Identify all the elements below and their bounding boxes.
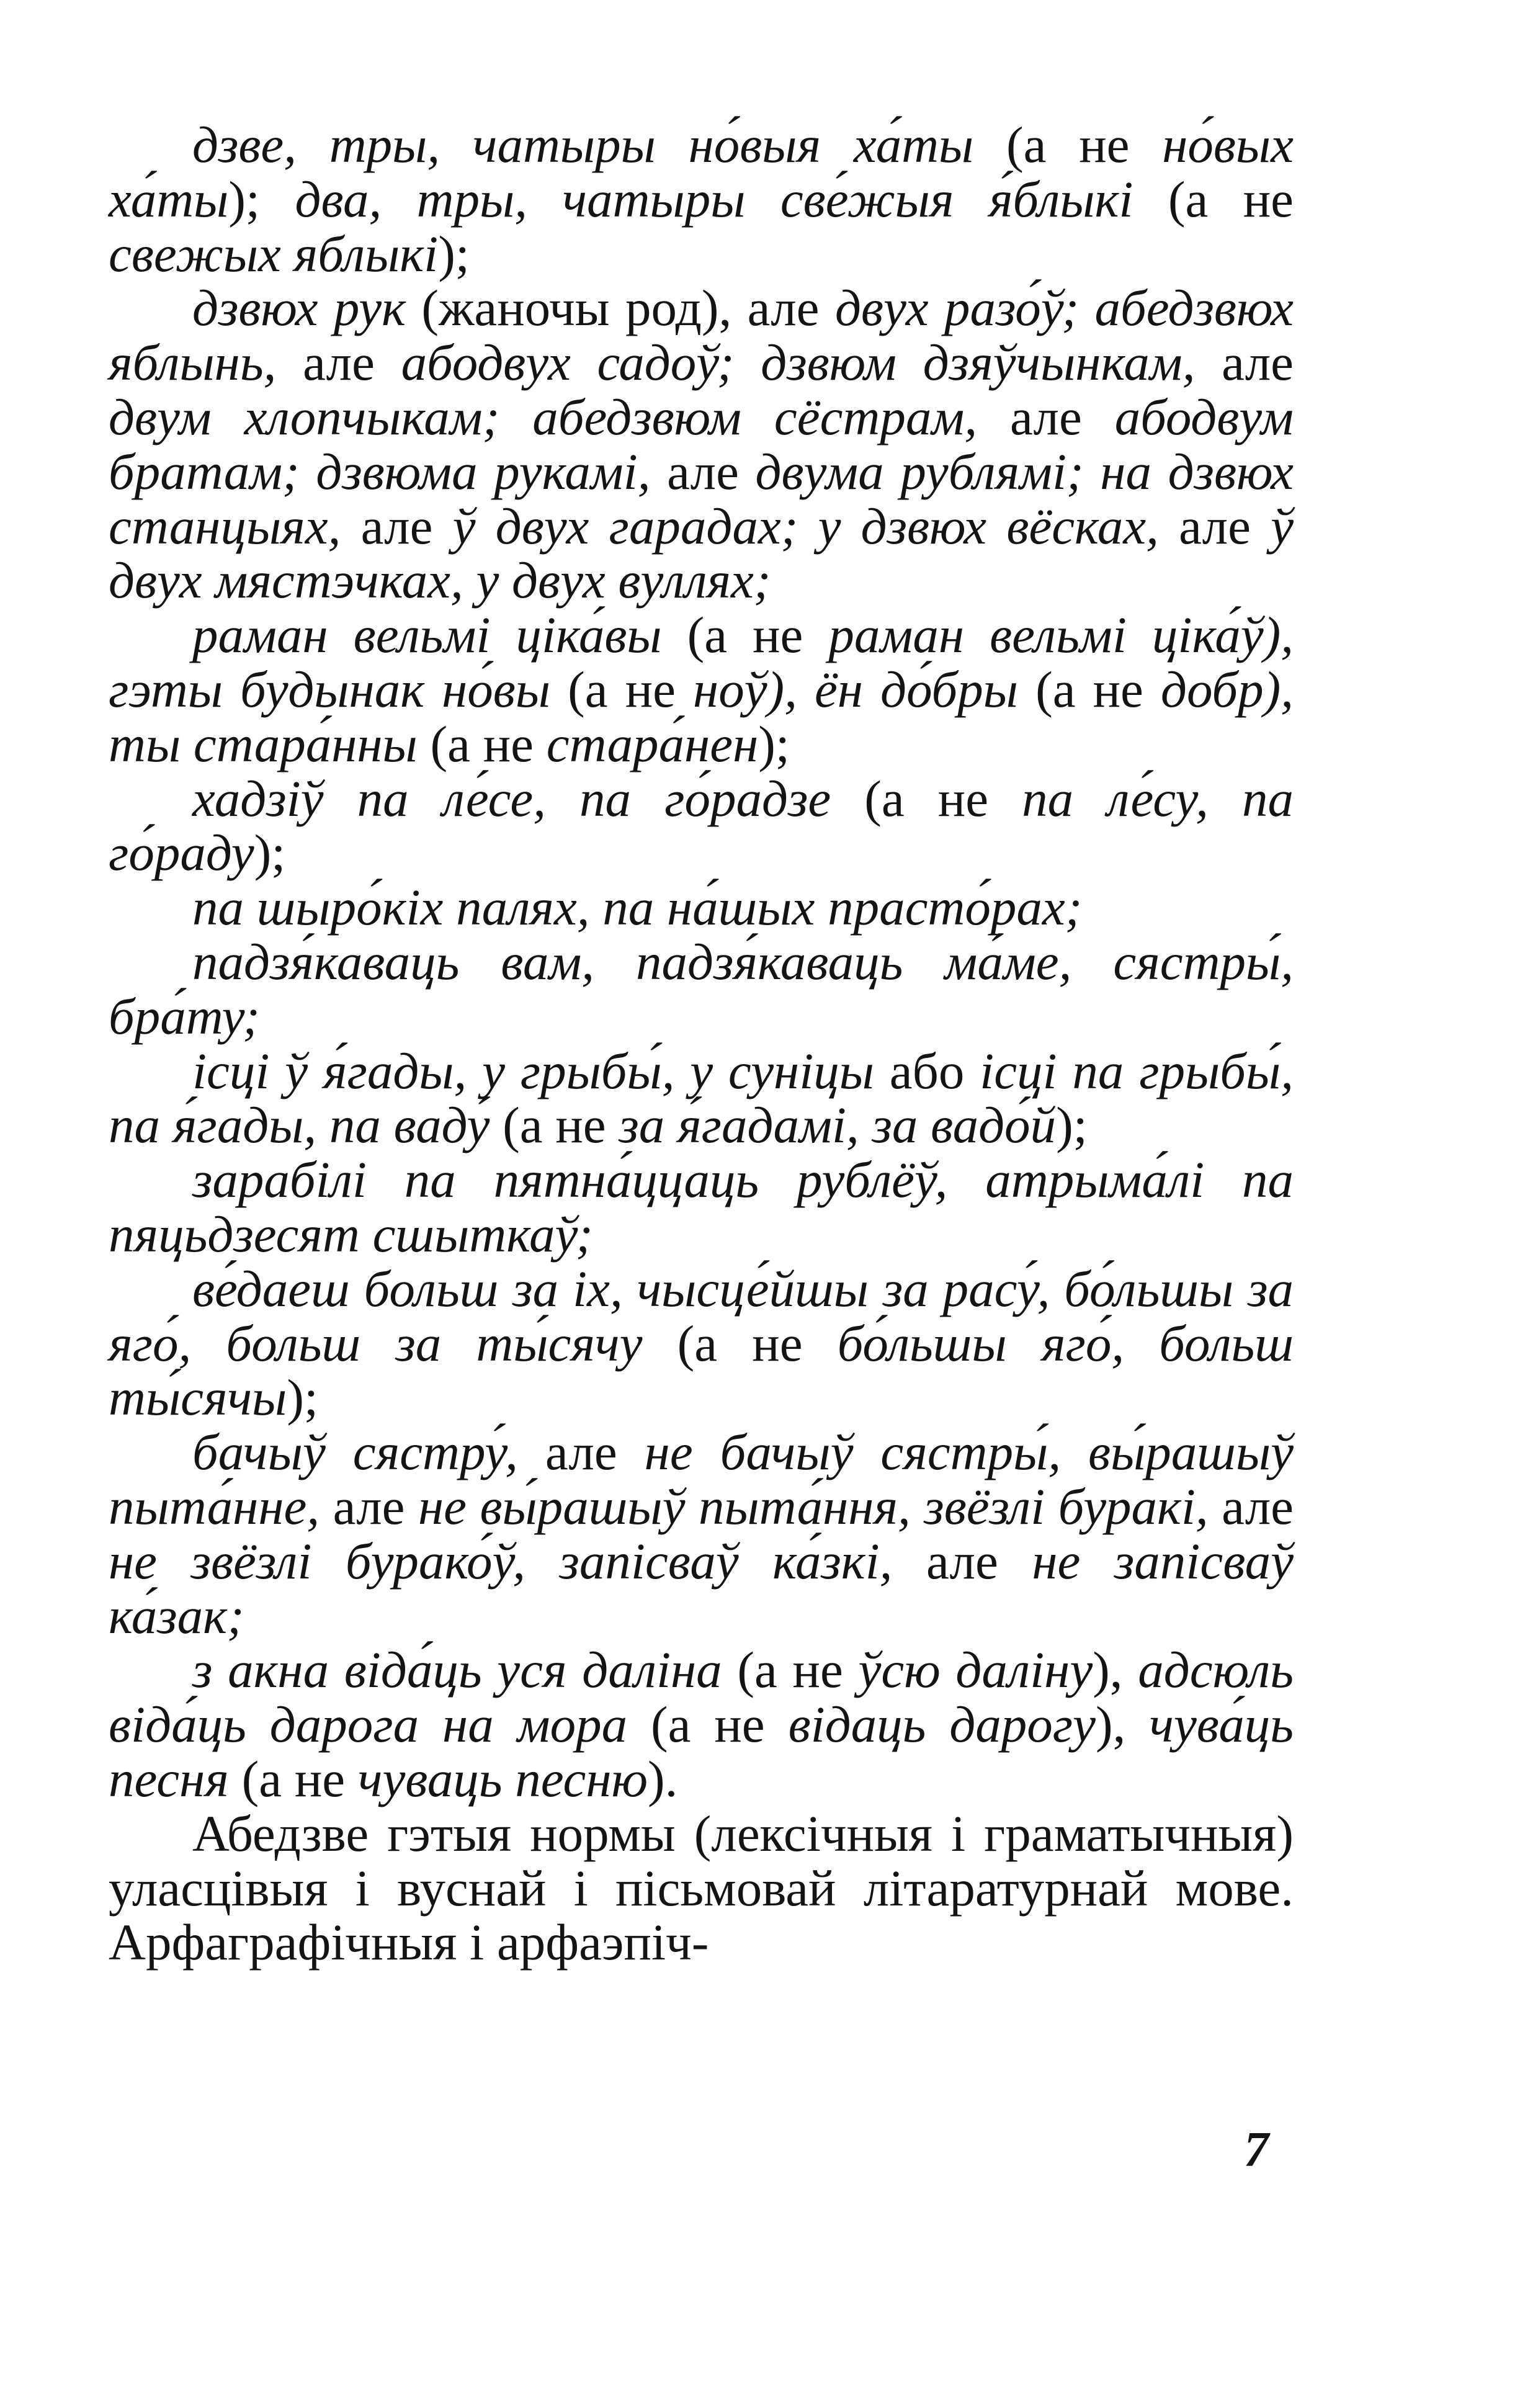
example-italic-text: па ле́су, па го́раду xyxy=(109,769,1294,882)
page-number: 7 xyxy=(1244,2123,1269,2177)
example-plain-text: (а не xyxy=(627,1696,789,1753)
example-italic-text: не запісваў ка́зак; xyxy=(109,1532,1294,1644)
example-italic-text: па шыро́кіх палях, па на́шых прасто́рах; xyxy=(192,879,1083,936)
example-italic-text: зарабілі па пятна́ццаць рублёў, атрыма́лі па пяцьдзесят сшыткаў; xyxy=(109,1151,1294,1263)
example-italic-text: бачыў сястру́, xyxy=(192,1423,518,1481)
example-paragraph xyxy=(109,880,1294,935)
example-paragraph xyxy=(109,935,1294,1044)
example-paragraph xyxy=(109,118,1294,281)
example-plain-text: ); xyxy=(228,170,295,228)
example-italic-text: падзя́каваць вам, падзя́каваць ма́ме, сястры́, бра́ту; xyxy=(109,933,1294,1045)
example-plain-text: ); xyxy=(1056,1096,1088,1154)
example-plain-text: але xyxy=(892,1532,1032,1590)
example-plain-text: ); xyxy=(254,824,286,882)
example-paragraph xyxy=(109,608,1294,771)
example-plain-text: але xyxy=(276,334,401,392)
example-plain-text: (а не xyxy=(722,1641,859,1699)
example-italic-text: двума рублямі; на дзвюх станцыях, xyxy=(109,442,1294,555)
example-italic-text: відаць дарогу xyxy=(788,1696,1096,1753)
example-italic-text: двух разо́ў; абедзвюх яблынь, xyxy=(109,279,1294,392)
example-italic-text: чува́ць песня xyxy=(109,1696,1294,1807)
example-italic-text: ісці ў я́гады, у грыбы́, у суніцы xyxy=(192,1042,874,1099)
example-plain-text: ); xyxy=(758,715,790,772)
example-italic-text: ўсю даліну xyxy=(858,1641,1093,1699)
example-italic-text: добр), ты стара́нны xyxy=(109,660,1294,772)
example-plain-text: (а не xyxy=(1133,170,1294,228)
example-paragraph xyxy=(109,1262,1294,1425)
example-plain-text: або xyxy=(874,1042,980,1099)
example-plain-text: але xyxy=(1195,334,1294,392)
example-italic-text: ў двух мястэчках, у двух вуллях; xyxy=(109,497,1294,609)
example-italic-text: хадзіў па ле́се, па го́радзе xyxy=(192,769,831,827)
example-plain-text: (а не xyxy=(417,715,547,772)
example-plain-text: (а не xyxy=(228,1750,358,1807)
example-italic-text: стара́нен xyxy=(546,715,759,772)
example-plain-text: (а не xyxy=(550,660,694,718)
example-plain-text: ); xyxy=(287,1369,319,1426)
example-italic-text: два, тры, чатыры све́жыя я́блыкі xyxy=(295,170,1133,228)
example-plain-text: (а не xyxy=(642,1314,838,1372)
example-paragraph xyxy=(109,1643,1294,1806)
example-italic-text: раман вельмі ціка́ў), гэты будынак но́вы xyxy=(109,606,1294,718)
example-italic-text: дзве, тры, чатыры но́выя ха́ты xyxy=(192,116,974,173)
example-plain-text: (а не xyxy=(973,116,1163,173)
example-plain-text: ); xyxy=(438,225,470,282)
example-italic-text: не вы́рашыў пыта́ння, звёзлі буракі, xyxy=(418,1477,1209,1535)
example-plain-text: ), xyxy=(1093,1641,1138,1699)
example-plain-text: (а не xyxy=(1017,660,1161,718)
example-paragraph xyxy=(109,1044,1294,1153)
example-italic-text: з акна віда́ць уся даліна xyxy=(192,1641,722,1699)
example-italic-text: не бачыў сястры́, вы́рашыў пыта́нне, xyxy=(109,1423,1294,1535)
example-italic-text: не звёзлі бурако́ў, запісваў ка́зкі, xyxy=(109,1532,893,1590)
example-plain-text: але xyxy=(341,497,453,555)
example-italic-text: дзвюх рук xyxy=(192,279,406,337)
example-italic-text: двум хлопчыкам; абедзвюм сёстрам, xyxy=(109,388,978,445)
example-plain-text: (а не xyxy=(831,769,1022,827)
example-italic-text: за я́гадамі, за вадо́й xyxy=(619,1096,1057,1154)
example-plain-text: але xyxy=(1208,1477,1294,1535)
example-italic-text: ноў), ён до́бры xyxy=(693,660,1018,718)
example-paragraph xyxy=(109,1425,1294,1643)
example-paragraph xyxy=(109,281,1294,608)
example-plain-text: (жаночы род), але xyxy=(405,279,835,337)
example-italic-text: но́вых ха́ты xyxy=(109,116,1294,228)
body-paragraph: Абедзве гэтыя нормы (лексічныя і граматычныя) уласцівыя і вуснай і пісьмовай літаратурнай мове. Арфаграфічныя і арфаэпіч- xyxy=(109,1804,1294,1971)
example-italic-text: абодвум братам; дзвюма рукамі, xyxy=(109,388,1294,500)
example-italic-text: абодвух садоў; дзвюм дзяўчынкам, xyxy=(401,334,1196,392)
example-italic-text: бо́льшы яго́, больш ты́сячы xyxy=(109,1314,1294,1426)
example-plain-text: але xyxy=(1158,497,1271,555)
example-italic-text: адсюль віда́ць дарога на мора xyxy=(109,1641,1294,1753)
example-plain-text: але xyxy=(320,1477,418,1535)
example-plain-text: але xyxy=(977,388,1115,445)
example-italic-text: ісці па грыбы́, па я́гады, па ваду́ xyxy=(109,1042,1294,1154)
example-plain-text: ). xyxy=(648,1750,678,1807)
example-italic-text: чуваць песню xyxy=(357,1750,648,1807)
example-paragraph xyxy=(109,769,1294,882)
example-plain-text: але xyxy=(517,1423,645,1481)
example-plain-text: (а не xyxy=(661,606,829,664)
example-plain-text: (а не xyxy=(490,1096,619,1154)
example-italic-text: ў двух гарадах; у дзвюх вёсках, xyxy=(452,497,1159,555)
example-plain-text: але xyxy=(650,442,756,500)
example-italic-text: свежых яблыкі xyxy=(109,225,439,282)
example-italic-text: раман вельмі ціка́вы xyxy=(192,606,662,664)
example-plain-text: ), xyxy=(1096,1696,1150,1753)
example-italic-text: ве́даеш больш за іх, чысце́йшы за расу́, бо́льшы за яго́, больш за ты́сячу xyxy=(109,1260,1294,1372)
page-body xyxy=(109,118,1294,1970)
example-paragraph xyxy=(109,1153,1294,1262)
